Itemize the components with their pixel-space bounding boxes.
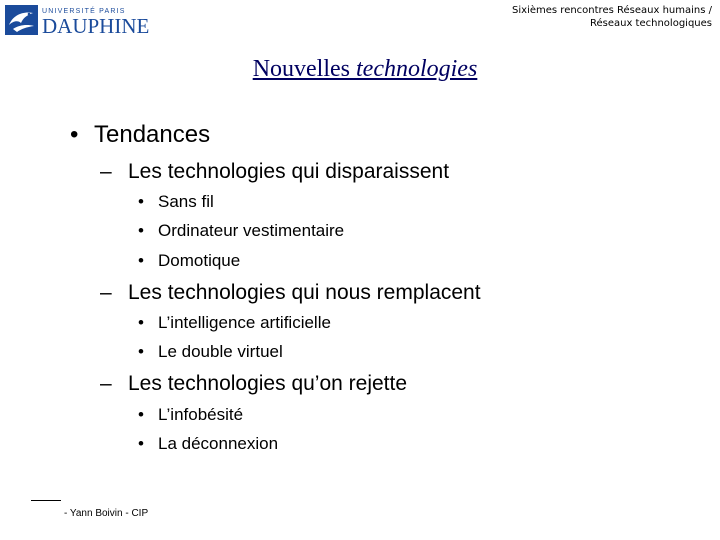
- list-item-text: L’intelligence artificielle: [158, 313, 331, 332]
- bullet-icon: •: [138, 313, 144, 332]
- list-item: [138, 342, 283, 362]
- dash-icon: –: [100, 160, 112, 183]
- bullet-icon: •: [138, 221, 144, 240]
- logo-line1: UNIVERSITÉ PARIS: [42, 8, 126, 15]
- bullet-icon: •: [138, 405, 144, 424]
- section-item: [100, 160, 449, 184]
- footer-credit: - Yann Boivin - CIP: [64, 508, 149, 519]
- bullet-heading: [70, 121, 210, 149]
- list-item-text: La déconnexion: [158, 434, 279, 453]
- section-label: Les technologies qu’on rejette: [128, 372, 408, 395]
- list-item-text: Sans fil: [158, 192, 214, 211]
- heading-text: Tendances: [94, 121, 211, 148]
- bullet-icon: •: [138, 251, 144, 270]
- dash-icon: –: [100, 281, 112, 304]
- list-item-text: L’infobésité: [158, 405, 244, 424]
- header-note-line2: Réseaux technologiques: [589, 18, 712, 29]
- slide-title-part2: technologies: [356, 56, 478, 82]
- logo-line2: DAUPHINE: [42, 14, 150, 35]
- list-item: [138, 221, 344, 241]
- list-item-text: Le double virtuel: [158, 342, 283, 361]
- footer-divider: [31, 500, 61, 501]
- list-item: [138, 192, 214, 212]
- bullet-icon: •: [138, 434, 144, 453]
- section-label: Les technologies qui nous remplacent: [128, 281, 481, 304]
- bullet-icon: •: [70, 121, 79, 148]
- list-item: [138, 434, 278, 454]
- bullet-icon: •: [138, 342, 144, 361]
- header-note-line1: Sixièmes rencontres Réseaux humains /: [512, 5, 712, 16]
- section-label: Les technologies qui disparaissent: [128, 160, 450, 183]
- list-item: [138, 251, 240, 271]
- slide-title-part1: Nouvelles: [252, 56, 350, 82]
- list-item-text: Domotique: [158, 251, 241, 270]
- list-item: [138, 313, 331, 333]
- list-item-text: Ordinateur vestimentaire: [158, 221, 345, 240]
- section-item: [100, 372, 407, 396]
- section-item: [100, 281, 481, 305]
- list-item: [138, 405, 243, 425]
- dash-icon: –: [100, 372, 112, 395]
- bullet-icon: •: [138, 192, 144, 211]
